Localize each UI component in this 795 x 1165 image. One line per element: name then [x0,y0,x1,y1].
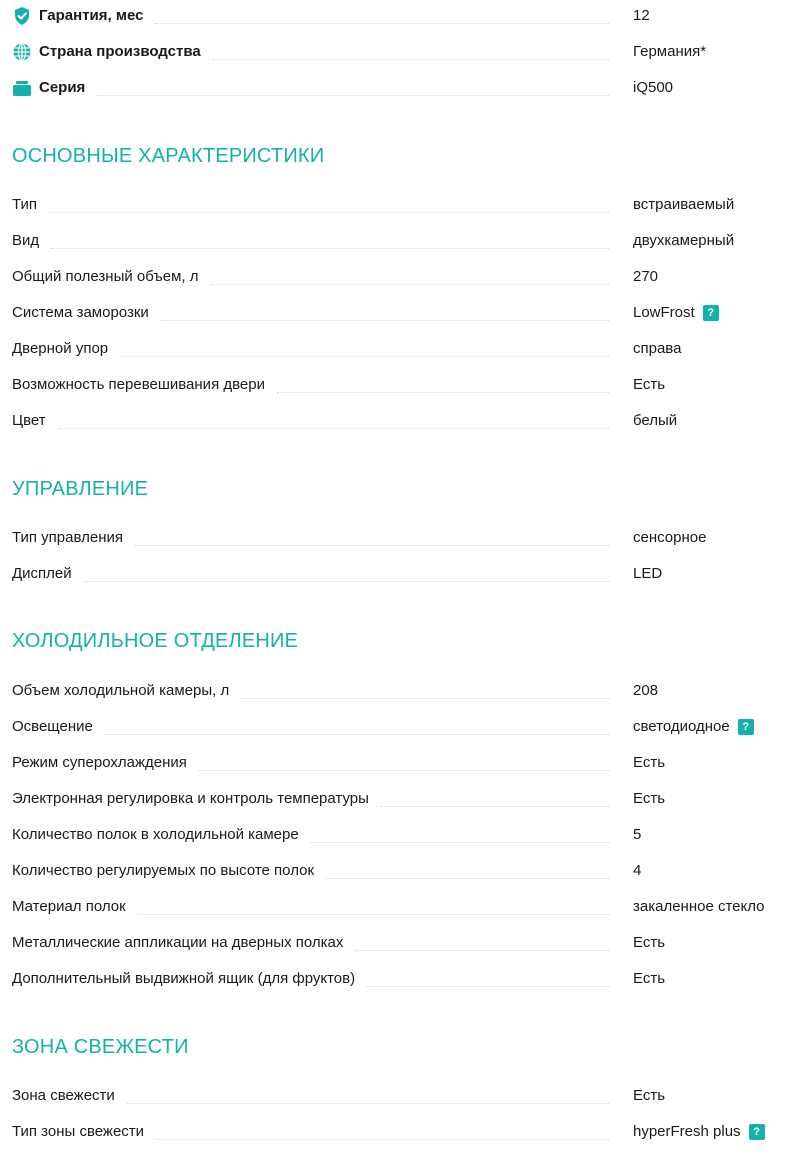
spec-row [12,823,787,847]
spec-label: Количество регулируемых по высоте полок [12,862,315,879]
spec-value [633,715,754,739]
dotted-leader [355,950,609,951]
dotted-leader [381,806,609,807]
spec-row-country [12,40,787,64]
spec-value: сенсорное [633,529,707,546]
dotted-leader [241,698,609,699]
spec-value: справа [633,340,682,357]
spec-label: Тип [12,196,38,213]
dotted-leader [105,734,609,735]
spec-label: Дверной упор [12,340,109,357]
spec-row [12,562,787,586]
spec-label: Электронная регулировка и контроль температуры [12,790,369,807]
spec-row [12,679,787,703]
spec-label: Материал полок [12,898,126,915]
spec-value: Есть [633,934,666,951]
spec-row [12,931,787,955]
spec-row-warranty [12,4,787,28]
spec-label: Вид [12,232,40,249]
spec-value: Есть [633,970,666,987]
spec-row [12,859,787,883]
dotted-leader [135,545,609,546]
section-title-fridge: ХОЛОДИЛЬНОЕ ОТДЕЛЕНИЕ [12,630,299,652]
spec-value: белый [633,412,678,429]
spec-value: Германия* [633,43,707,60]
series-box-icon [12,78,32,98]
spec-value: Есть [633,376,666,393]
spec-value: iQ500 [633,79,674,96]
dotted-leader [120,356,609,357]
spec-value-text: светодиодное [633,718,730,735]
spec-label: Цвет [12,412,46,429]
spec-value: LED [633,565,663,582]
spec-label: Страна производства [39,43,201,60]
spec-row [12,373,787,397]
spec-label: Гарантия, мес [39,7,144,24]
dotted-leader [138,914,609,915]
spec-value: Есть [633,790,666,807]
spec-label: Режим суперохлаждения [12,754,187,771]
spec-row [12,895,787,919]
spec-row [12,967,787,991]
spec-label: Общий полезный объем, л [12,268,199,285]
dotted-leader [156,1139,609,1140]
spec-row [12,265,787,289]
spec-row [12,337,787,361]
spec-row [12,1120,787,1144]
spec-label: Объем холодильной камеры, л [12,682,230,699]
help-icon[interactable]: ? [749,1124,765,1140]
dotted-leader [311,842,609,843]
spec-row-series [12,76,787,100]
spec-value: 4 [633,862,642,879]
dotted-leader [155,23,609,24]
dotted-leader [58,428,609,429]
spec-label: Зона свежести [12,1087,115,1104]
spec-value: Есть [633,1087,666,1104]
spec-value-text: LowFrost [633,304,695,321]
spec-label: Дополнительный выдвижной ящик (для фруктов) [12,970,356,987]
spec-label: Возможность перевешивания двери [12,376,265,393]
dotted-leader [213,59,609,60]
spec-label: Система заморозки [12,304,149,321]
spec-label: Освещение [12,718,93,735]
help-icon[interactable]: ? [738,719,754,735]
dotted-leader [326,878,609,879]
spec-label: Тип зоны свежести [12,1123,145,1140]
spec-label: Тип управления [12,529,123,546]
spec-value: 5 [633,826,642,843]
spec-value: 270 [633,268,659,285]
dotted-leader [127,1103,609,1104]
spec-row [12,526,787,550]
spec-label: Количество полок в холодильной камере [12,826,299,843]
shield-check-icon [12,6,32,26]
dotted-leader [367,986,609,987]
spec-row [12,193,787,217]
spec-row [12,409,787,433]
spec-row [12,229,787,253]
spec-value [633,301,719,325]
spec-label: Металлические аппликации на дверных полках [12,934,344,951]
spec-value: встраиваемый [633,196,735,213]
spec-value: 12 [633,7,650,24]
help-icon[interactable]: ? [703,305,719,321]
dotted-leader [97,95,609,96]
spec-value-text: hyperFresh plus [633,1123,741,1140]
spec-row [12,715,787,739]
section-title-control: УПРАВЛЕНИЕ [12,478,149,500]
section-title-main: ОСНОВНЫЕ ХАРАКТЕРИСТИКИ [12,145,325,167]
dotted-leader [49,212,609,213]
globe-icon [12,42,32,62]
spec-value: двухкамерный [633,232,735,249]
spec-value: 208 [633,682,659,699]
dotted-leader [277,392,609,393]
dotted-leader [210,284,609,285]
spec-value: Есть [633,754,666,771]
dotted-leader [51,248,609,249]
spec-label: Дисплей [12,565,72,582]
spec-row [12,751,787,775]
spec-row [12,1084,787,1108]
spec-row [12,787,787,811]
dotted-leader [199,770,609,771]
spec-label: Серия [39,79,86,96]
dotted-leader [84,581,609,582]
spec-value: закаленное стекло [633,898,765,915]
spec-value [633,1120,765,1144]
spec-row [12,301,787,325]
section-title-fresh: ЗОНА СВЕЖЕСТИ [12,1036,189,1058]
dotted-leader [161,320,609,321]
